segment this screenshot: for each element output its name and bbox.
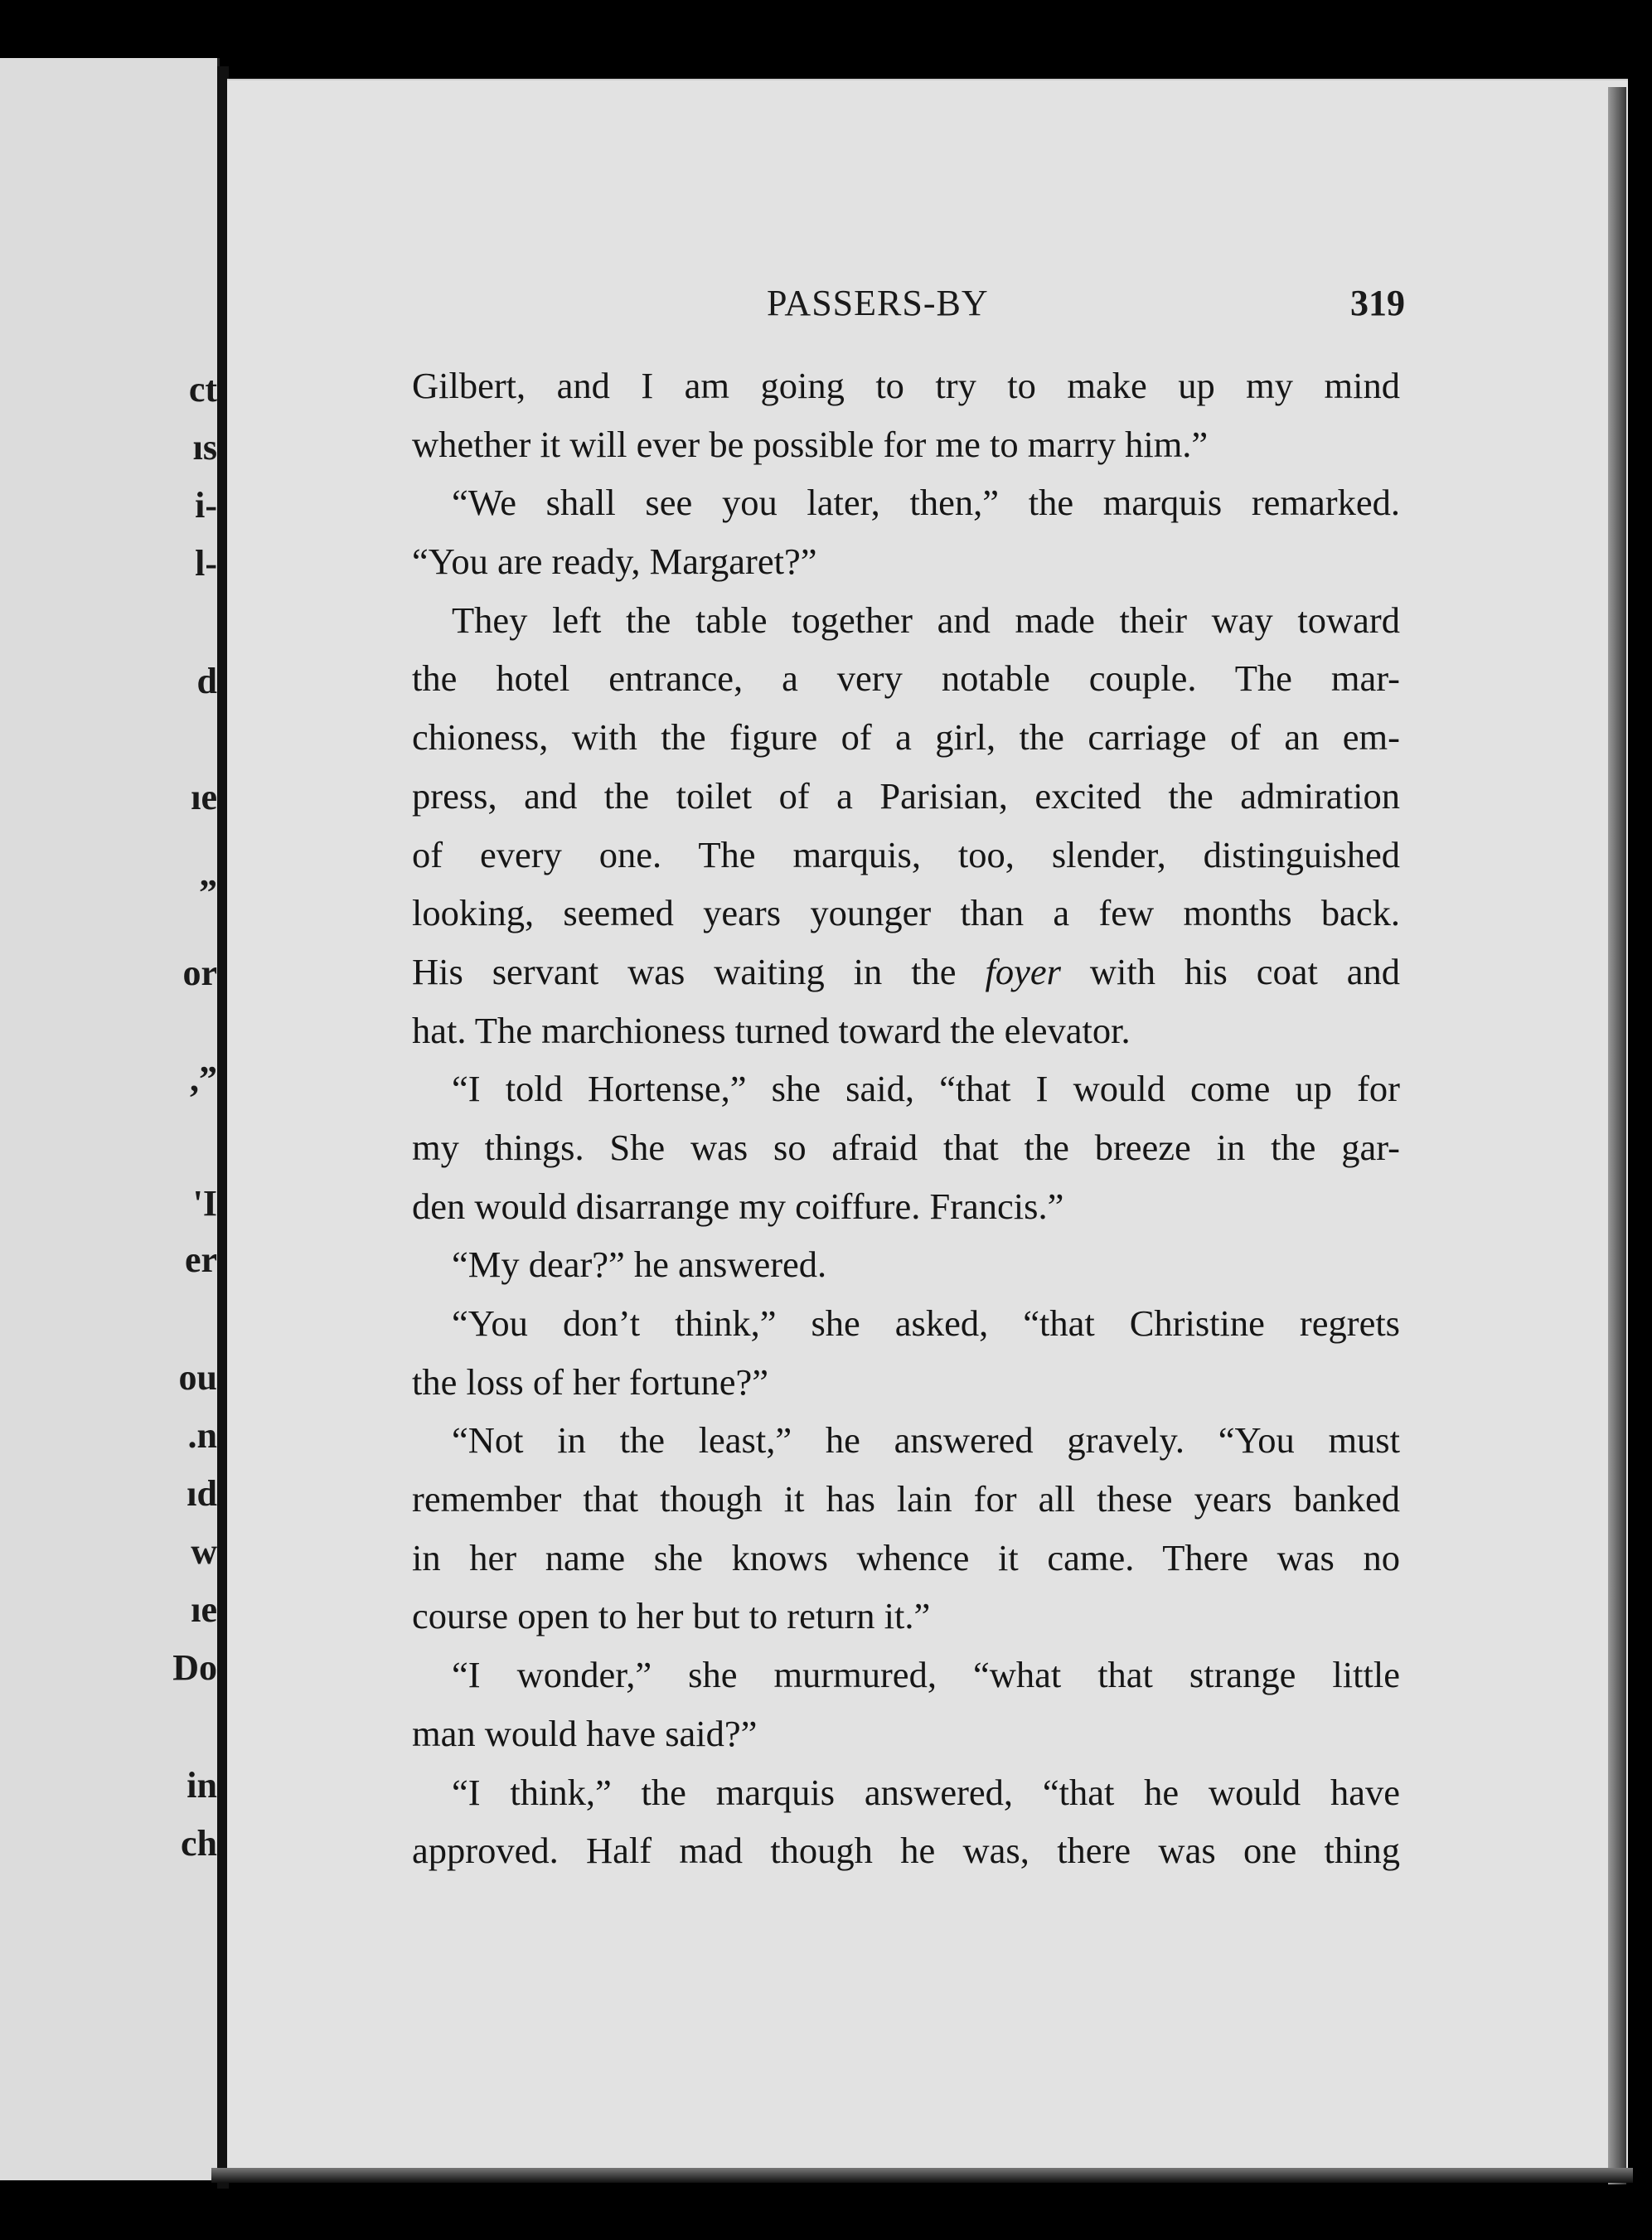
text-line: press, and the toilet of a Parisian, excited the admiration [412,774,1400,817]
text-line: the hotel entrance, a very notable couple. The mar- [412,657,1400,700]
text-line: hat. The marchioness turned toward the elevator. [412,1009,1131,1051]
page-body [412,356,1400,1880]
left-page-fragment: ıd [187,1473,217,1514]
left-page-fragment: Do [172,1647,217,1688]
page-number: 319 [1350,283,1405,323]
left-page-fragment: i- [195,485,217,526]
page-edge-shadow [1608,87,1626,2184]
text-line: approved. Half mad though he was, there was one thing [412,1830,1400,1872]
left-page-fragment: d [196,661,217,701]
left-page-fragment: l- [195,543,217,584]
text-line: man would have said?” [412,1712,758,1754]
text-line: looking, seemed years younger than a few months back. [412,892,1400,934]
text-segment: with his coat and [1060,950,1400,992]
left-page-fragment: er [184,1239,217,1280]
left-page-edge [0,58,220,2180]
text-line: whether it will ever be possible for me to marry him.” [412,423,1209,465]
left-page-fragment: or [182,953,217,993]
running-title: PASSERS-BY [767,283,989,323]
left-page-fragment: ” [199,872,217,913]
running-head [414,282,1405,332]
text-line [412,943,1400,1001]
text-line: Gilbert, and I am going to try to make up my mind [412,365,1400,406]
left-page-fragment: ch [181,1823,217,1864]
italic-word: foyer [985,950,1061,992]
text-line: course open to her but to return it.” [412,1595,931,1637]
text-line: chioness, with the figure of a girl, the carriage of an em- [412,716,1400,759]
text-line: remember that though it has lain for all these years banked [412,1478,1400,1520]
text-line: “I wonder,” she murmured, “what that strange little [452,1654,1400,1696]
left-page-fragment: ou [178,1357,217,1398]
text-segment: His servant was waiting in the [412,950,986,992]
left-page-fragment: in [187,1765,217,1806]
text-line: “We shall see you later, then,” the marquis remarked. [452,482,1400,524]
left-page-fragment: ıe [191,777,217,817]
text-line: “I think,” the marquis answered, “that he would have [452,1771,1400,1813]
text-line: “You don’t think,” she asked, “that Christine regrets [452,1302,1400,1344]
text-line: of every one. The marquis, too, slender, distinguished [412,833,1400,875]
text-line: the loss of her fortune?” [412,1360,769,1403]
left-page-fragment: .n [187,1415,217,1456]
text-line: den would disarrange my coiffure. Francis.” [412,1185,1064,1227]
left-page-fragment: ıs [192,427,217,468]
text-line: “Not in the least,” he answered gravely. “You must [452,1419,1400,1462]
left-page-fragment: ct [188,369,217,410]
text-line: my things. She was so afraid that the breeze in the gar- [412,1126,1400,1168]
left-page-fragment: ıe [191,1589,217,1630]
left-page-fragment: 'I [192,1183,217,1224]
page-bottom-shadow [211,2168,1633,2183]
text-line: “You are ready, Margaret?” [412,541,817,583]
left-page-fragment: ,” [190,1059,217,1099]
text-line: “I told Hortense,” she said, “that I would come up for [452,1068,1400,1110]
left-page-fragment: w [191,1531,217,1572]
text-line: in her name she knows whence it came. There was no [412,1536,1400,1578]
text-line: “My dear?” he answered. [452,1244,827,1286]
text-line: They left the table together and made their way toward [452,599,1400,641]
